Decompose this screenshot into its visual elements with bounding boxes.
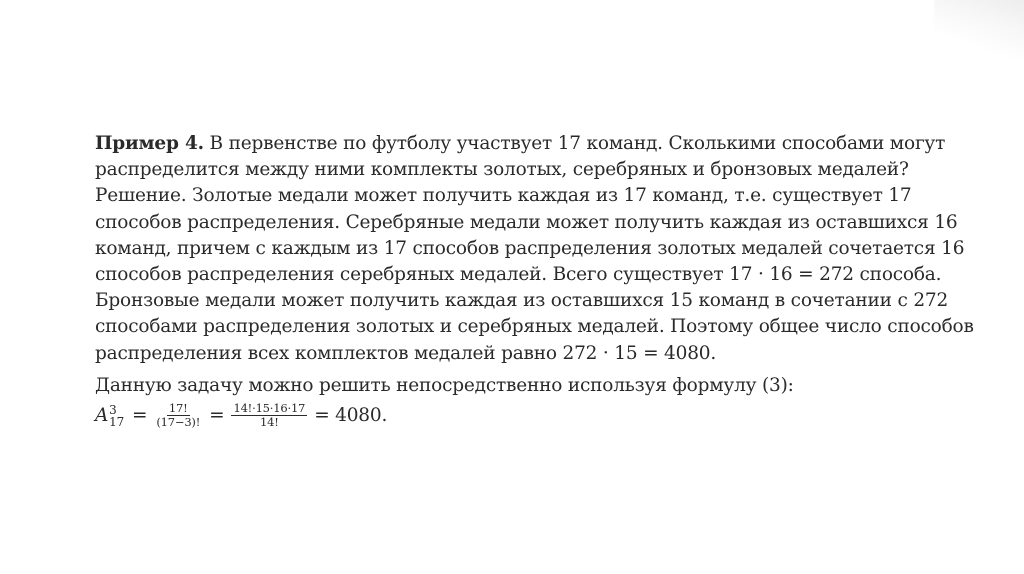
solution-line-1: Решение. Золотые медали может получить каждая из 17 команд, т.е. существует 17 xyxy=(95,185,912,207)
example-heading: Пример 4. xyxy=(95,133,204,154)
example-line-1 xyxy=(95,131,945,157)
fraction-2-denominator: 14! xyxy=(259,415,279,430)
solution-line-7: распределения всех комплектов медалей равно 272 · 15 = 4080. xyxy=(95,342,717,364)
formula-symbol: A xyxy=(95,404,109,426)
formula-superscript: 3 xyxy=(109,402,117,417)
example-problem-text: В первенстве по футболу участвует 17 команд. Сколькими способами могут xyxy=(203,133,946,154)
placement-formula xyxy=(95,399,945,433)
formula-indices xyxy=(109,404,124,428)
slide-corner-shadow xyxy=(934,0,1024,60)
formula-equals-2: = xyxy=(209,404,225,426)
formula-note: Данную задачу можно решить непосредственно используя формулу (3): xyxy=(95,374,794,396)
solution-line-2: способов распределения. Серебряные медали может получить каждая из оставшихся 16 xyxy=(95,211,958,233)
solution-line-5: Бронзовые медали может получить каждая из оставшихся 15 команд в сочетании с 272 xyxy=(95,290,949,312)
formula-fraction-1 xyxy=(154,402,202,429)
solution-line-4: способов распределения серебряных медалей. Всего существует 17 · 16 = 272 способа. xyxy=(95,263,942,285)
fraction-2-numerator: 14!·15·16·17 xyxy=(233,401,306,416)
slide-body xyxy=(95,131,974,433)
formula-fraction-2 xyxy=(231,402,307,429)
fraction-1-numerator: 17! xyxy=(168,401,188,416)
solution-line-6: способами распределения золотых и серебряных медалей. Поэтому общее число способов xyxy=(95,316,974,338)
example-line-2: распределится между ними комплекты золотых, серебряных и бронзовых медалей? xyxy=(95,159,909,181)
formula-subscript: 17 xyxy=(109,414,125,429)
formula-equals-1: = xyxy=(132,404,148,426)
fraction-1-denominator: (17−3)! xyxy=(156,415,201,430)
formula-result: = 4080. xyxy=(314,404,388,426)
solution-line-3: команд, причем с каждым из 17 способов распределения золотых медалей сочетается 16 xyxy=(95,237,965,259)
